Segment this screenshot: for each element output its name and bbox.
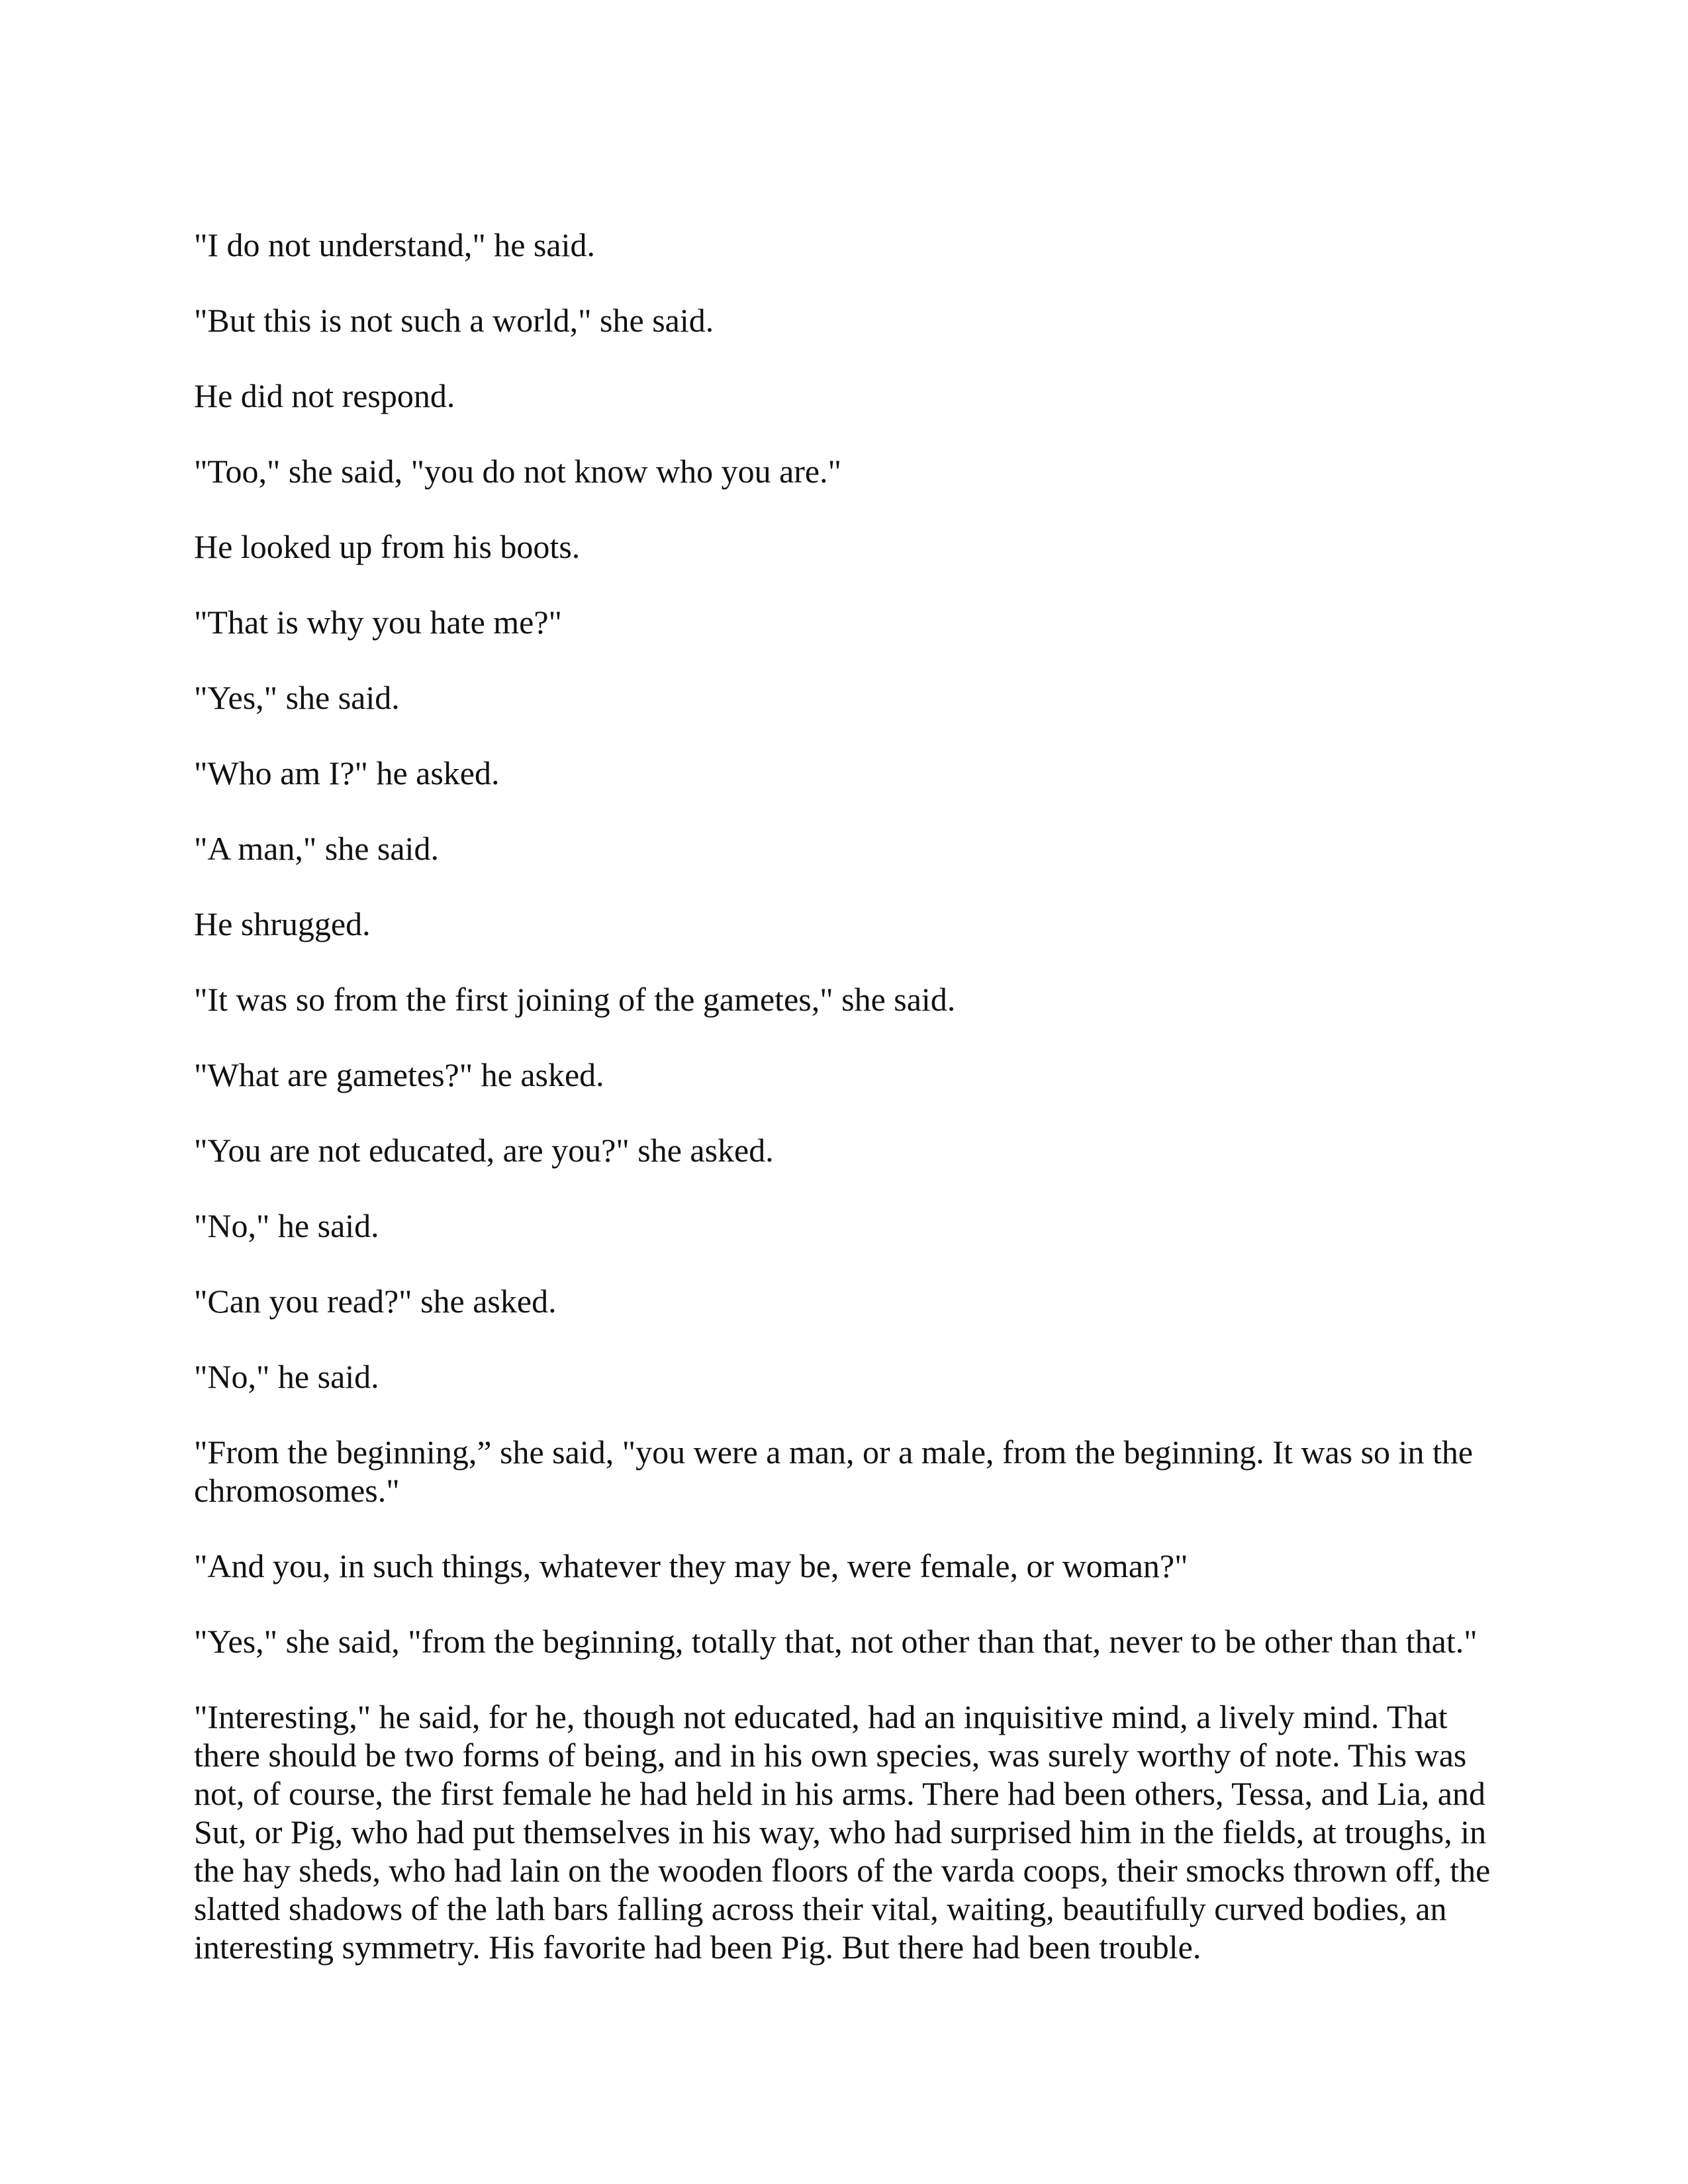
paragraph: "Who am I?" he asked. <box>194 754 500 792</box>
paragraph: "Yes," she said. <box>194 679 400 716</box>
paragraph: "But this is not such a world," she said. <box>194 302 714 339</box>
paragraph: "Interesting," he said, for he, though not educated, had an inquisitive mind, a lively mind. That there should be two forms of being, and in his own species, was surely worthy of note. This was not, of course, the first female he had held in his arms. There had been others, Tessa, and Lia, and Sut, or Pig, who had put themselves in his way, who had surprised him in the fields, at troughs, in the hay sheds, who had lain on the wooden floors of the varda coops, their smocks thrown off, the slatted shadows of the lath bars falling across their vital, waiting, beautifully curved bodies, an interesting symmetry. His favorite had been Pig. But there had been trouble. <box>194 1698 1491 1966</box>
paragraph: He did not respond. <box>194 377 455 414</box>
paragraph: "A man," she said. <box>194 830 439 867</box>
paragraph: He shrugged. <box>194 905 371 942</box>
paragraph: "From the beginning,” she said, "you were a man, or a male, from the beginning. It was so in the chromosomes." <box>194 1433 1474 1509</box>
paragraph: He looked up from his boots. <box>194 528 581 565</box>
paragraph: "Yes," she said, "from the beginning, totally that, not other than that, never to be other than that." <box>194 1623 1477 1660</box>
paragraph: "It was so from the first joining of the gametes," she said. <box>194 981 956 1018</box>
paragraph: "And you, in such things, whatever they may be, were female, or woman?" <box>194 1547 1188 1584</box>
paragraph: "That is why you hate me?" <box>194 604 562 641</box>
paragraph: "I do not understand," he said. <box>194 226 595 263</box>
paragraph: "You are not educated, are you?" she asked. <box>194 1132 774 1169</box>
paragraph: "What are gametes?" he asked. <box>194 1056 604 1093</box>
paragraph: "No," he said. <box>194 1358 379 1395</box>
paragraph: "Too," she said, "you do not know who you are." <box>194 453 842 490</box>
paragraph: "No," he said. <box>194 1207 379 1244</box>
body-text <box>194 226 1505 2003</box>
paragraph: "Can you read?" she asked. <box>194 1283 557 1320</box>
